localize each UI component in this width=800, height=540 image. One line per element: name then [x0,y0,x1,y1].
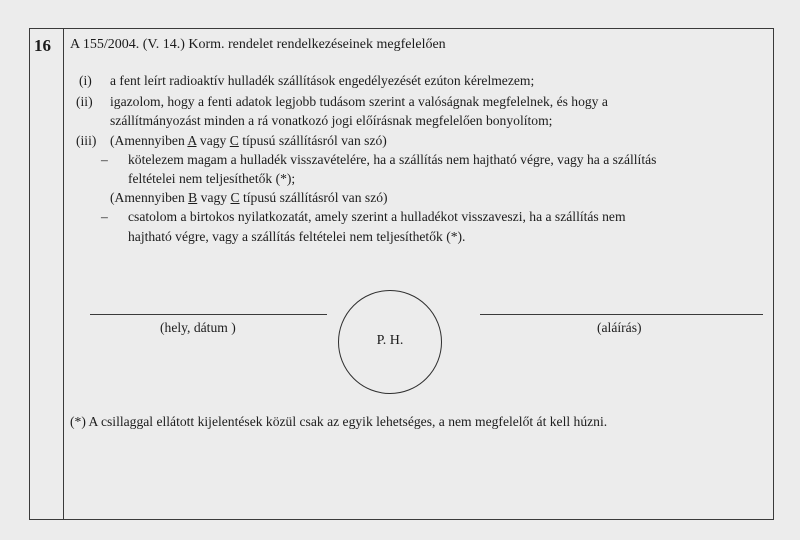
item-ii-text-line-2: szállítmányozást minden a rá vonatkozó jogi előírásnak megfelelően bonyolítom; [110,113,553,128]
type-c-second: C [230,190,240,205]
section-number: 16 [34,36,51,55]
type-a: A [187,133,197,148]
stamp-label: P. H. [376,333,404,348]
item-ii-text-line-1: igazolom, hogy a fenti adatok legjobb tudásom szerint a valóságnak megfelelnek, és hogy a [110,94,608,109]
commitment-1-line-1: kötelezem magam a hulladék visszavételére, ha a szállítás nem hajtható végre, vagy ha a szállítás [128,152,657,167]
stamp-circle [338,290,442,394]
column-divider [63,28,64,520]
footnote: (*) A csillaggal ellátott kijelentések közül csak az egyik lehetséges, a nem megfelelőt át kell húzni. [70,414,608,429]
item-i-text: a fent leírt radioaktív hulladék szállítások engedélyezését ezúton kérelmezem; [110,73,535,88]
commitment-1-dash: – [101,152,108,167]
condition-a-c-or: vagy [199,133,227,148]
place-date-label: (hely, dátum ) [160,320,236,335]
condition-a-c-open: (Amennyiben [110,133,185,148]
item-i-marker: (i) [79,73,92,88]
signature-line [480,314,763,315]
commitment-2-dash: – [101,209,108,224]
condition-b-c-close: típusú szállításról van szó) [242,190,388,205]
section-title: A 155/2004. (V. 14.) Korm. rendelet rendelkezéseinek megfelelően [70,37,446,52]
place-date-line [90,314,327,315]
condition-a-c [110,133,387,149]
item-ii-marker: (ii) [76,94,93,109]
condition-b-c [110,190,388,206]
condition-b-c-or: vagy [200,190,228,205]
signature-label: (aláírás) [597,320,642,335]
commitment-2-line-2: hajtható végre, vagy a szállítás feltételei nem teljesíthetők (*). [128,229,466,244]
condition-b-c-open: (Amennyiben [110,190,185,205]
type-c: C [229,133,239,148]
item-iii-marker: (iii) [76,133,97,148]
condition-a-c-close: típusú szállításról van szó) [242,133,387,148]
commitment-1-line-2: feltételei nem teljesíthetők (*); [128,171,296,186]
commitment-2-line-1: csatolom a birtokos nyilatkozatát, amely szerint a hulladékot visszaveszi, ha a szállítás nem [128,209,626,224]
type-b: B [188,190,198,205]
